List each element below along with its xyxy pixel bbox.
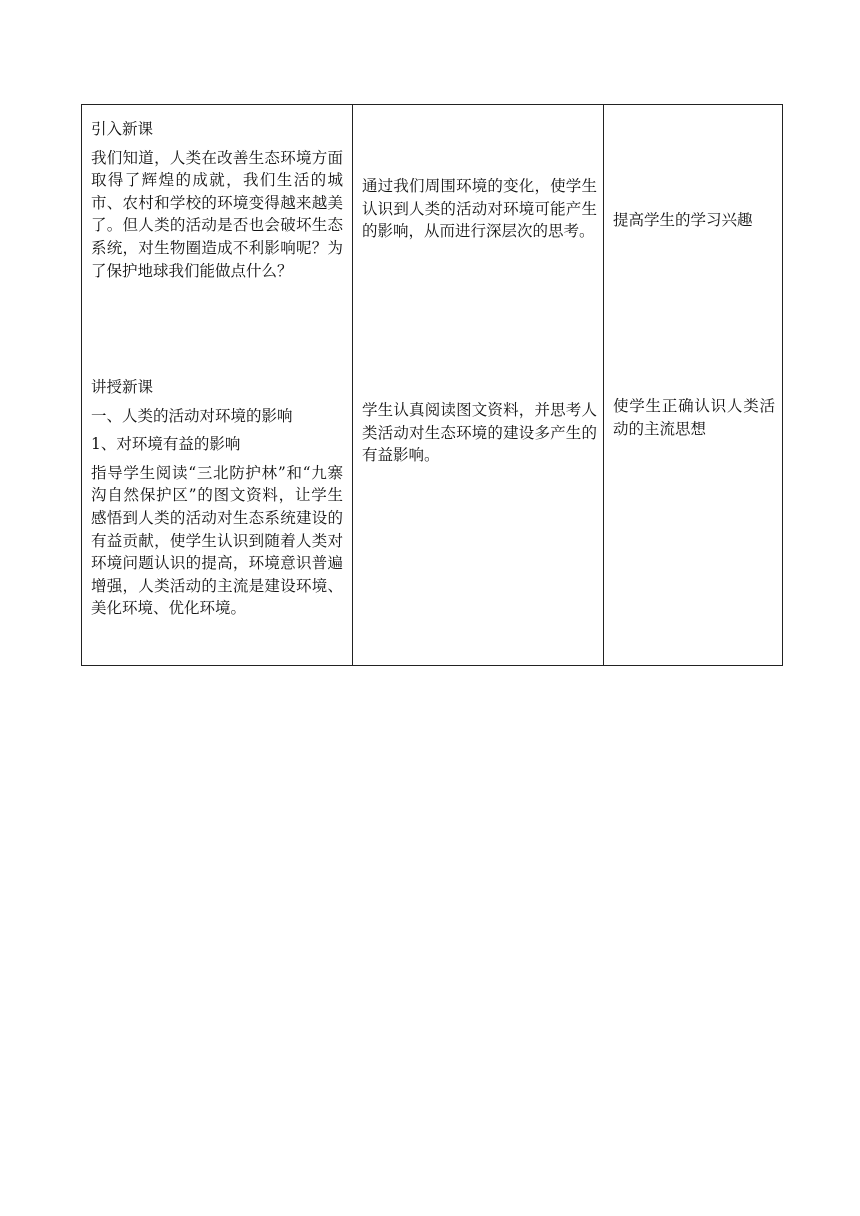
intro-paragraph: 我们知道，人类在改善生态环境方面取得了辉煌的成就，我们生活的城市、农村和学校的环境变得越来越美了。但人类的活动是否也会破坏生态系统，对生物圈造成不利影响呢？为了保护地球我们能做点什么？ bbox=[91, 148, 343, 280]
design-intent-lecture: 使学生正确认识人类活动的主流思想 bbox=[613, 397, 775, 438]
teaching-content-cell bbox=[82, 105, 353, 666]
subheading-human-impact: 一、人类的活动对环境的影响 bbox=[91, 406, 293, 425]
subheading-beneficial-impact: 1、对环境有益的影响 bbox=[91, 435, 241, 454]
student-activity-cell bbox=[353, 105, 604, 666]
design-intent-cell bbox=[604, 105, 783, 666]
table-row bbox=[82, 105, 783, 666]
section-heading-lecture: 讲授新课 bbox=[91, 378, 154, 396]
student-activity-lecture: 学生认真阅读图文资料，并思考人类活动对生态环境的建设多产生的有益影响。 bbox=[362, 401, 597, 465]
lecture-section bbox=[91, 376, 343, 626]
student-activity-intro: 通过我们周围环境的变化，使学生认识到人类的活动对环境可能产生的影响，从而进行深层次的思考。 bbox=[362, 177, 597, 241]
design-intent-intro: 提高学生的学习兴趣 bbox=[613, 211, 753, 229]
lesson-plan-table bbox=[81, 104, 783, 666]
lecture-paragraph: 指导学生阅读“三北防护林”和“九寨沟自然保护区”的图文资料，让学生感悟到人类的活动对生态系统建设的有益贡献，使学生认识到随着人类对环境问题认识的提高，环境意识普遍增强，人类活动的主流是建设环境、美化环境、优化环境。 bbox=[91, 463, 343, 618]
intro-section bbox=[91, 118, 343, 288]
section-heading-intro: 引入新课 bbox=[91, 120, 154, 138]
